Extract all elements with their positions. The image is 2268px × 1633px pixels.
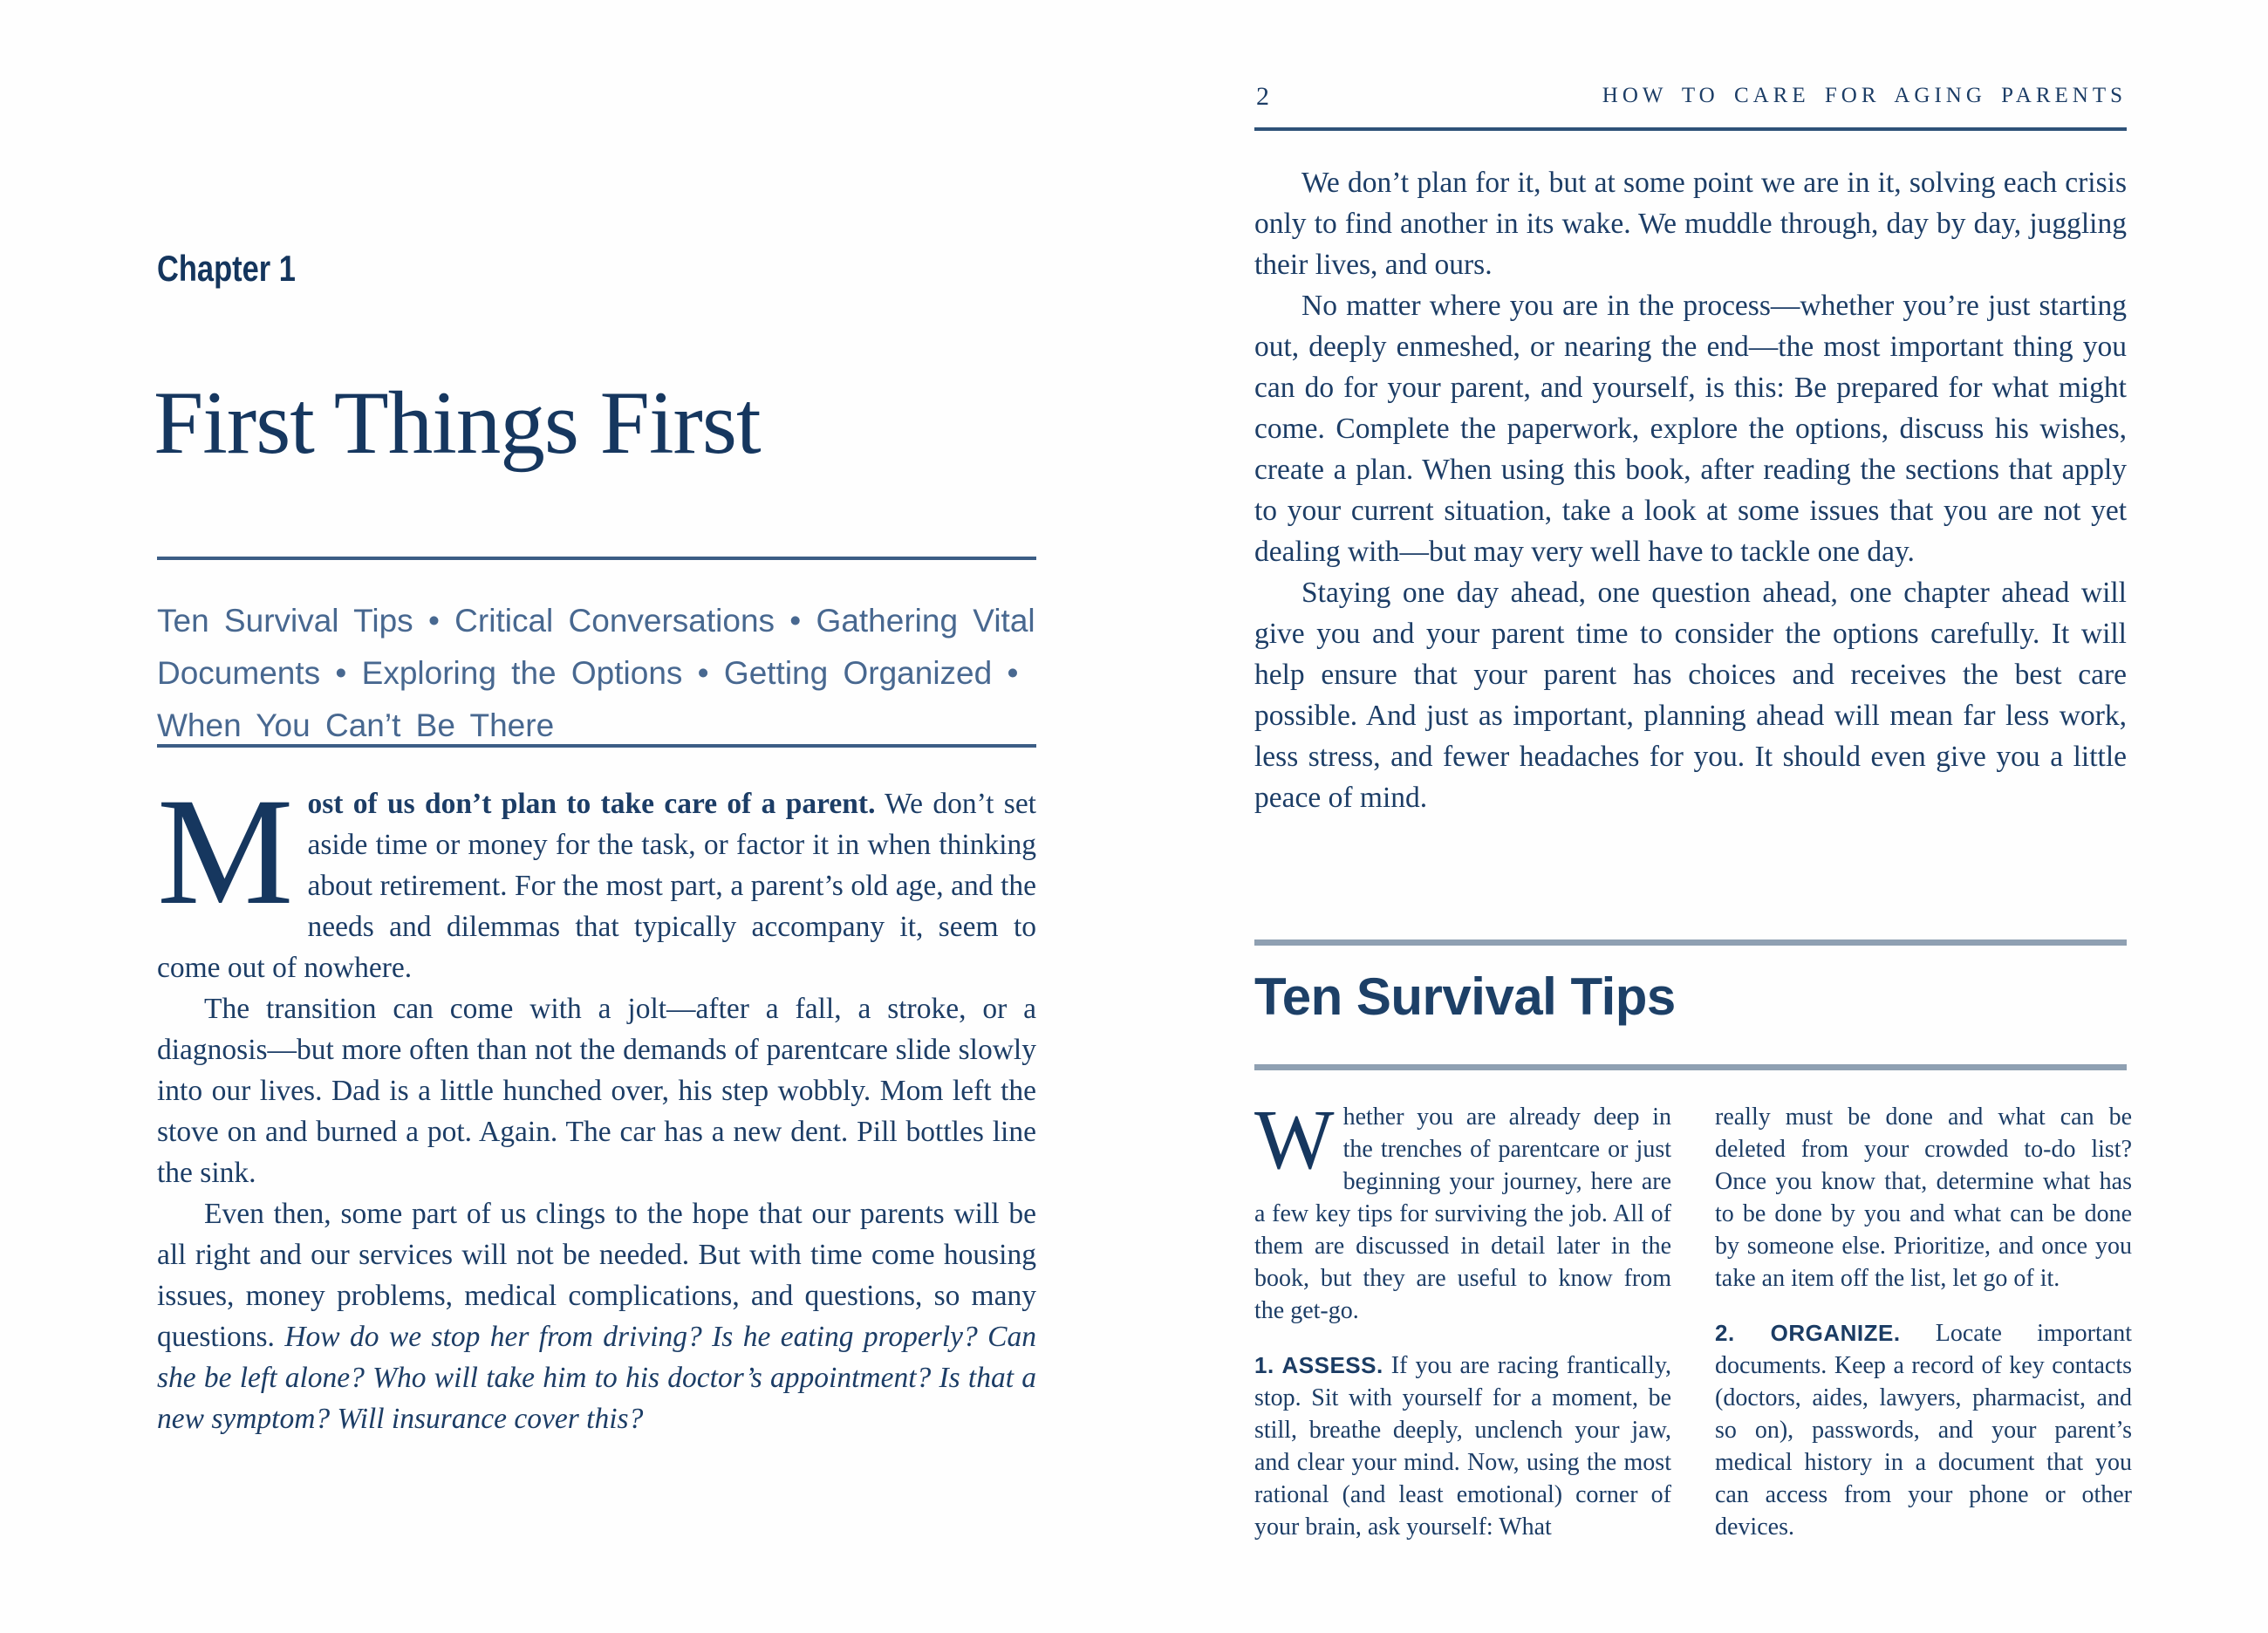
right-page-body: [1254, 162, 2127, 818]
tip-2-paragraph: [1715, 1317, 2132, 1543]
paragraph-questions-text: Even then, some part of us clings to the hope that our parents will be all right and our services will not be needed. But with time come housing issues, money problems, medical complications, and questions, so many questions.: [157, 1198, 1036, 1353]
paragraph-staying-ahead: Staying one day ahead, one question ahead, one chapter ahead will give you and your parent time to consider the options carefully. It will help ensure that your parent has choices and receives the best care possible. And just as important, planning ahead will mean far less work, less stress, and fewer headaches for you. It should even give you a little peace of mind.: [1254, 577, 2127, 814]
italic-questions: How do we stop her from driving? Is he eating properly? Can she be left alone? Who will take him to his doctor’s appointment? Is that a new symptom? Will insurance cover this?: [157, 1321, 1036, 1435]
tips-intro-paragraph: [1254, 1093, 1671, 1327]
tip-1-continuation-text: really must be done and what can be deleted from your crowded to-do list? Once you know that, determine what has to be done by you and what can be done by someone else. Prioritize, and once you take an item off the list, let go of it.: [1715, 1103, 2132, 1292]
tip-1-label: 1. ASSESS.: [1254, 1352, 1383, 1378]
running-header-rule: [1254, 127, 2127, 131]
bold-lead-in: ost of us don’t plan to take care of a parent.: [307, 788, 876, 820]
chapter-title: First Things First: [154, 373, 761, 473]
drop-cap-m: M: [157, 767, 294, 937]
section-heading: Ten Survival Tips: [1254, 967, 1676, 1026]
tip-2-text: Locate important documents. Keep a record of key contacts (doctors, aides, lawyers, pharmacist, and so on), passwords, and your parent’s medical history in a document that you can access from your phone or other devices.: [1715, 1320, 2132, 1541]
page-number: 2: [1256, 82, 1269, 111]
paragraph-we-dont-plan: We don’t plan for it, but at some point we are in it, solving each crisis only to find another in its wake. We muddle through, day by day, juggling their lives, and ours.: [1254, 167, 2127, 281]
tip-1-paragraph: [1254, 1349, 1671, 1543]
right-page: [1254, 0, 2134, 1633]
chapter-label: Chapter 1: [157, 248, 296, 289]
chapter-topics: Ten Survival Tips • Critical Conversations • Gathering Vital Documents • Exploring the Options • Getting Organized • When You Can’t Be There: [157, 603, 1035, 743]
paragraph-questions: [157, 1193, 1036, 1439]
tips-column-right: [1715, 1101, 2132, 1543]
topics-divider-bottom: [157, 744, 1036, 748]
tip-2-label: 2. ORGANIZE.: [1715, 1320, 1901, 1346]
tip-1-continuation: [1715, 1101, 2132, 1295]
opening-paragraph-text: We don’t set aside time or money for the task, or factor it in when thinking about retirement. For the most part, a parent’s old age, and the needs and dilemmas that typically accompany it, seem to come out of nowhere.: [157, 788, 1036, 984]
tips-intro-text: hether you are already deep in the trenches of parentcare or just beginning your journey, here are a few key tips for surviving the job. All of them are discussed in detail later in the book, but they are useful to know from the get-go.: [1254, 1103, 1671, 1324]
topics-divider-top: [157, 557, 1036, 560]
tip-1-text: If you are racing frantically, stop. Sit with yourself for a moment, be still, breathe deeply, unclench your jaw, and clear your mind. Now, using the most rational (and least emotional) corner of your brain, ask yourself: What: [1254, 1352, 1671, 1541]
tips-column-left: [1254, 1093, 1671, 1543]
left-page: [154, 0, 1036, 1633]
opening-paragraph: [157, 767, 1036, 988]
left-page-body: [157, 767, 1036, 1439]
paragraph-no-matter-where: No matter where you are in the process—whether you’re just starting out, deeply enmeshed, or nearing the end—the most important thing you can do for your parent, and yourself, is this: Be prepared for what might come. Complete the paperwork, explore the options, discuss his wishes, create a plan. When using this book, after reading the sections that apply to your current situation, take a look at some issues that you are not yet dealing with—but may very well have to tackle one day.: [1254, 290, 2127, 568]
section-rule-bottom: [1254, 1064, 2127, 1070]
section-rule-top: [1254, 939, 2127, 946]
paragraph-transition: The transition can come with a jolt—after a fall, a stroke, or a diagnosis—but more often than not the demands of parentcare slide slowly into our lives. Dad is a little hunched over, his step wobbly. Mom left the stove on and burned a pot. Again. The car has a new dent. Pill bottles line the sink.: [157, 993, 1036, 1189]
running-header: [1254, 80, 2127, 115]
running-head-title: HOW TO CARE FOR AGING PARENTS: [1602, 84, 2127, 107]
drop-cap-w: W: [1254, 1093, 1335, 1186]
